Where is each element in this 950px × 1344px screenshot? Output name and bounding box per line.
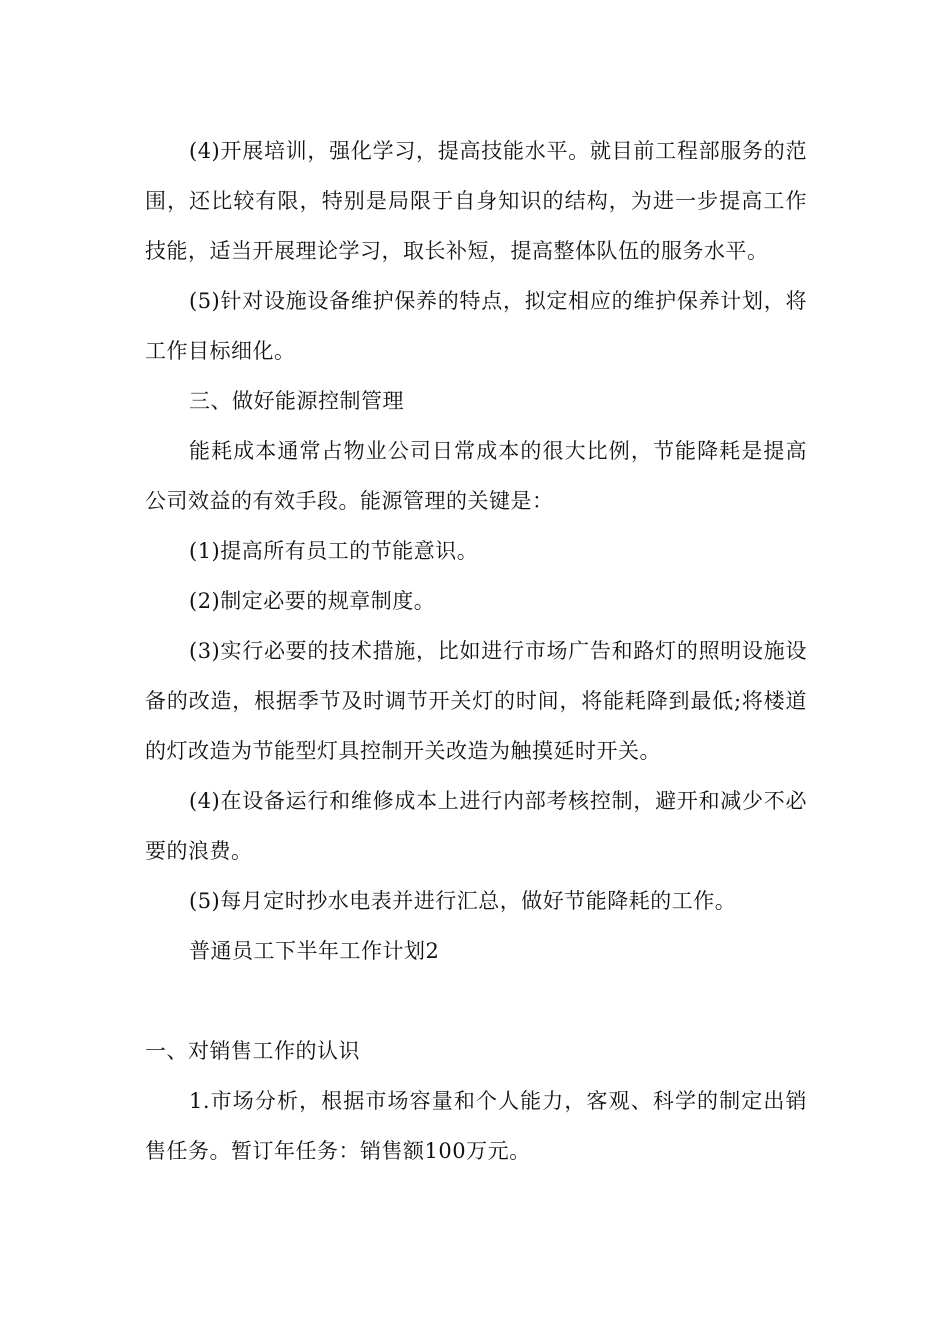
- section-heading-sales: 一、对销售工作的认识: [145, 1039, 360, 1063]
- list-item-cost-control: (4)在设备运行和维修成本上进行内部考核控制，避开和减少不必要的浪费。: [145, 789, 807, 863]
- paragraph-maintenance-plan: (5)针对设施设备维护保养的特点，拟定相应的维护保养计划，将工作目标细化。: [145, 289, 807, 363]
- list-item-awareness: (1)提高所有员工的节能意识。: [189, 539, 479, 563]
- list-item-meter-reading: (5)每月定时抄水电表并进行汇总，做好节能降耗的工作。: [189, 889, 737, 913]
- document-subtitle: 普通员工下半年工作计划2: [189, 939, 440, 963]
- list-item-technical-measures: (3)实行必要的技术措施，比如进行市场广告和路灯的照明设施设备的改造，根据季节及时调节开关灯的时间，将能耗降到最低;将楼道的灯改造为节能型灯具控制开关改造为触摸延时开关。: [145, 639, 807, 763]
- paragraph-market-analysis: 1.市场分析，根据市场容量和个人能力，客观、科学的制定出销售任务。暂订年任务：销售额100万元。: [145, 1089, 807, 1163]
- paragraph-training: (4)开展培训，强化学习，提高技能水平。就目前工程部服务的范围，还比较有限，特别是局限于自身知识的结构，为进一步提高工作技能，适当开展理论学习，取长补短，提高整体队伍的服务水平。: [145, 139, 807, 263]
- document-body: [145, 126, 807, 1176]
- section-heading-energy: 三、做好能源控制管理: [189, 389, 404, 413]
- paragraph-energy-cost: 能耗成本通常占物业公司日常成本的很大比例，节能降耗是提高公司效益的有效手段。能源管理的关键是：: [145, 439, 807, 513]
- blank-line: [145, 976, 807, 1026]
- list-item-rules: (2)制定必要的规章制度。: [189, 589, 436, 613]
